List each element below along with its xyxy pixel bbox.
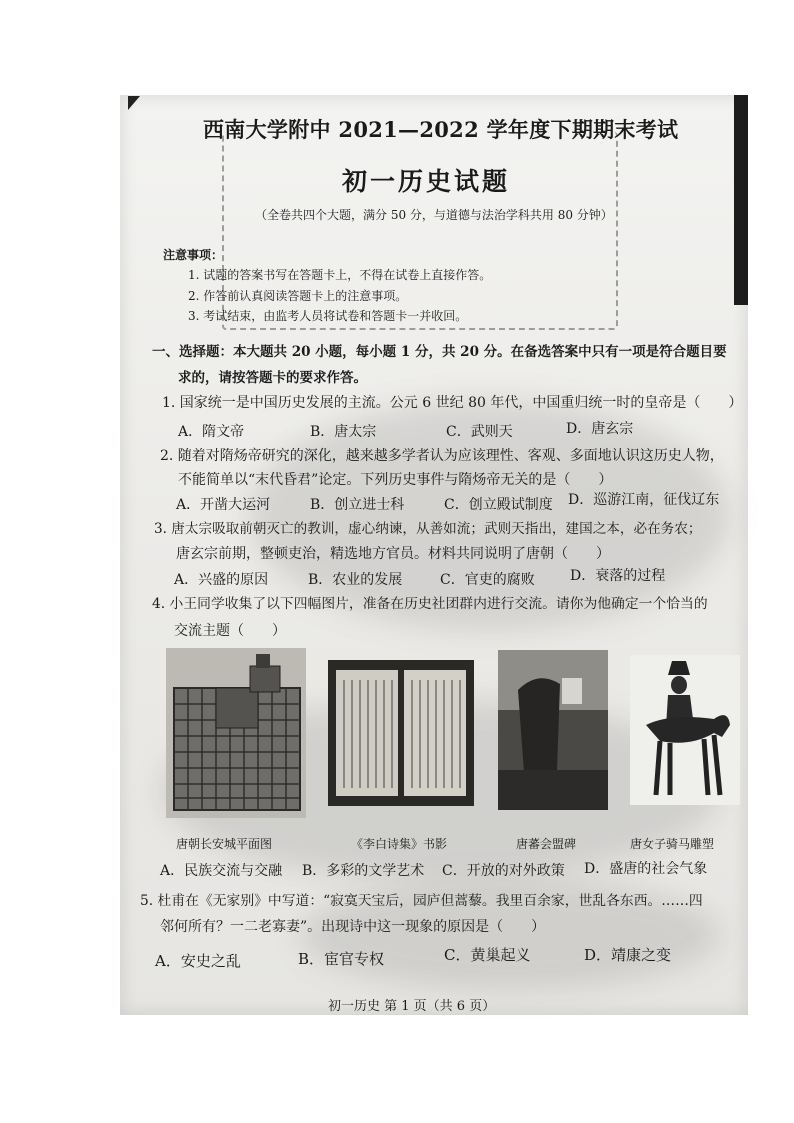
question-2: 2. 随着对隋炀帝研究的深化，越来越多学者认为应该理性、客观、多面地认识这历史人物， [160, 448, 724, 464]
notice-item: 1. 试题的答案书写在答题卡上，不得在试卷上直接作答。 [188, 268, 492, 282]
question-3-cont: 唐玄宗前期，整顿吏治，精选地方官员。材料共同说明了唐朝（ ） [176, 546, 610, 562]
school-title: 西南大学附中 2021—2022 学年度下期期末考试 [203, 117, 679, 142]
q5-option-d: D．靖康之变 [584, 946, 672, 964]
tang-horse-rider-image [630, 655, 740, 805]
q4-option-b: B．多彩的文学艺术 [302, 863, 425, 879]
q3-option-b: B．农业的发展 [308, 572, 403, 588]
caption-changan-plan: 唐朝长安城平面图 [176, 837, 273, 851]
changan-city-plan-image [166, 648, 306, 818]
q4-option-c: C．开放的对外政策 [442, 863, 565, 879]
q1-option-b: B．唐太宗 [310, 424, 377, 440]
question-1: 1. 国家统一是中国历史发展的主流。公元 6 世纪 80 年代，中国重归统一时的皇帝是（ ） [162, 395, 743, 411]
caption-libai-book: 《李白诗集》书影 [351, 837, 448, 851]
notice-item: 2. 作答前认真阅读答题卡上的注意事项。 [188, 289, 408, 303]
q2-option-b: B．创立进士科 [310, 497, 405, 513]
exam-info: （全卷共四个大题，满分 50 分，与道德与法治学科共用 80 分钟） [255, 208, 613, 222]
question-3: 3. 唐太宗吸取前朝灭亡的教训，虚心纳谏，从善如流；武则天指出，建国之本，必在务农； [154, 521, 702, 537]
q5-option-a: A．安史之乱 [155, 952, 241, 970]
q4-option-a: A．民族交流与交融 [160, 863, 283, 879]
q5-option-b: B．宦官专权 [298, 950, 385, 968]
q4-option-d: D．盛唐的社会气象 [584, 861, 708, 877]
q1-option-a: A．隋文帝 [178, 424, 245, 440]
libai-book-image [328, 660, 474, 806]
question-4-cont: 交流主题（ ） [174, 623, 286, 639]
q2-option-a: A．开凿大运河 [176, 497, 271, 513]
q1-option-c: C．武则天 [446, 424, 513, 440]
notice-item: 3. 考试结束，由监考人员将试卷和答题卡一并收回。 [188, 309, 468, 323]
question-5: 5. 杜甫在《无家别》中写道：“寂寞天宝后，园庐但蒿藜。我里百余家，世乱各东西。……四 [140, 893, 703, 909]
section-heading-cont: 求的，请按答题卡的要求作答。 [178, 370, 367, 386]
question-4: 4. 小王同学收集了以下四幅图片，准备在历史社团群内进行交流。请你为他确定一个恰当的 [152, 596, 708, 612]
paper-shadow-edge [734, 95, 748, 305]
q5-option-c: C．黄巢起义 [444, 946, 531, 964]
section-heading: 一、选择题：本大题共 20 小题，每小题 1 分，共 20 分。在备选答案中只有一项是符合题目要 [152, 344, 727, 360]
q2-option-d: D．巡游江南，征伐辽东 [568, 492, 720, 508]
q2-option-c: C．创立殿试制度 [444, 497, 553, 513]
notice-heading: 注意事项： [163, 248, 224, 262]
q1-option-d: D．唐玄宗 [566, 421, 634, 437]
q3-option-d: D．衰落的过程 [570, 568, 666, 584]
q3-option-c: C．官吏的腐败 [440, 572, 535, 588]
question-2-cont: 不能简单以“末代昏君”论定。下列历史事件与隋炀帝无关的是（ ） [178, 472, 613, 488]
tang-tibet-stele-image [498, 650, 608, 810]
subject-title: 初一历史试题 [342, 167, 511, 196]
question-5-cont: 邻何所有？一二老寡妻”。出现诗中这一现象的原因是（ ） [160, 919, 546, 935]
q3-option-a: A．兴盛的原因 [174, 572, 269, 588]
page-footer: 初一历史 第 1 页（共 6 页） [328, 999, 496, 1014]
caption-tang-tibet-stele: 唐蕃会盟碑 [516, 837, 577, 851]
caption-horse-rider: 唐女子骑马雕塑 [630, 837, 715, 851]
